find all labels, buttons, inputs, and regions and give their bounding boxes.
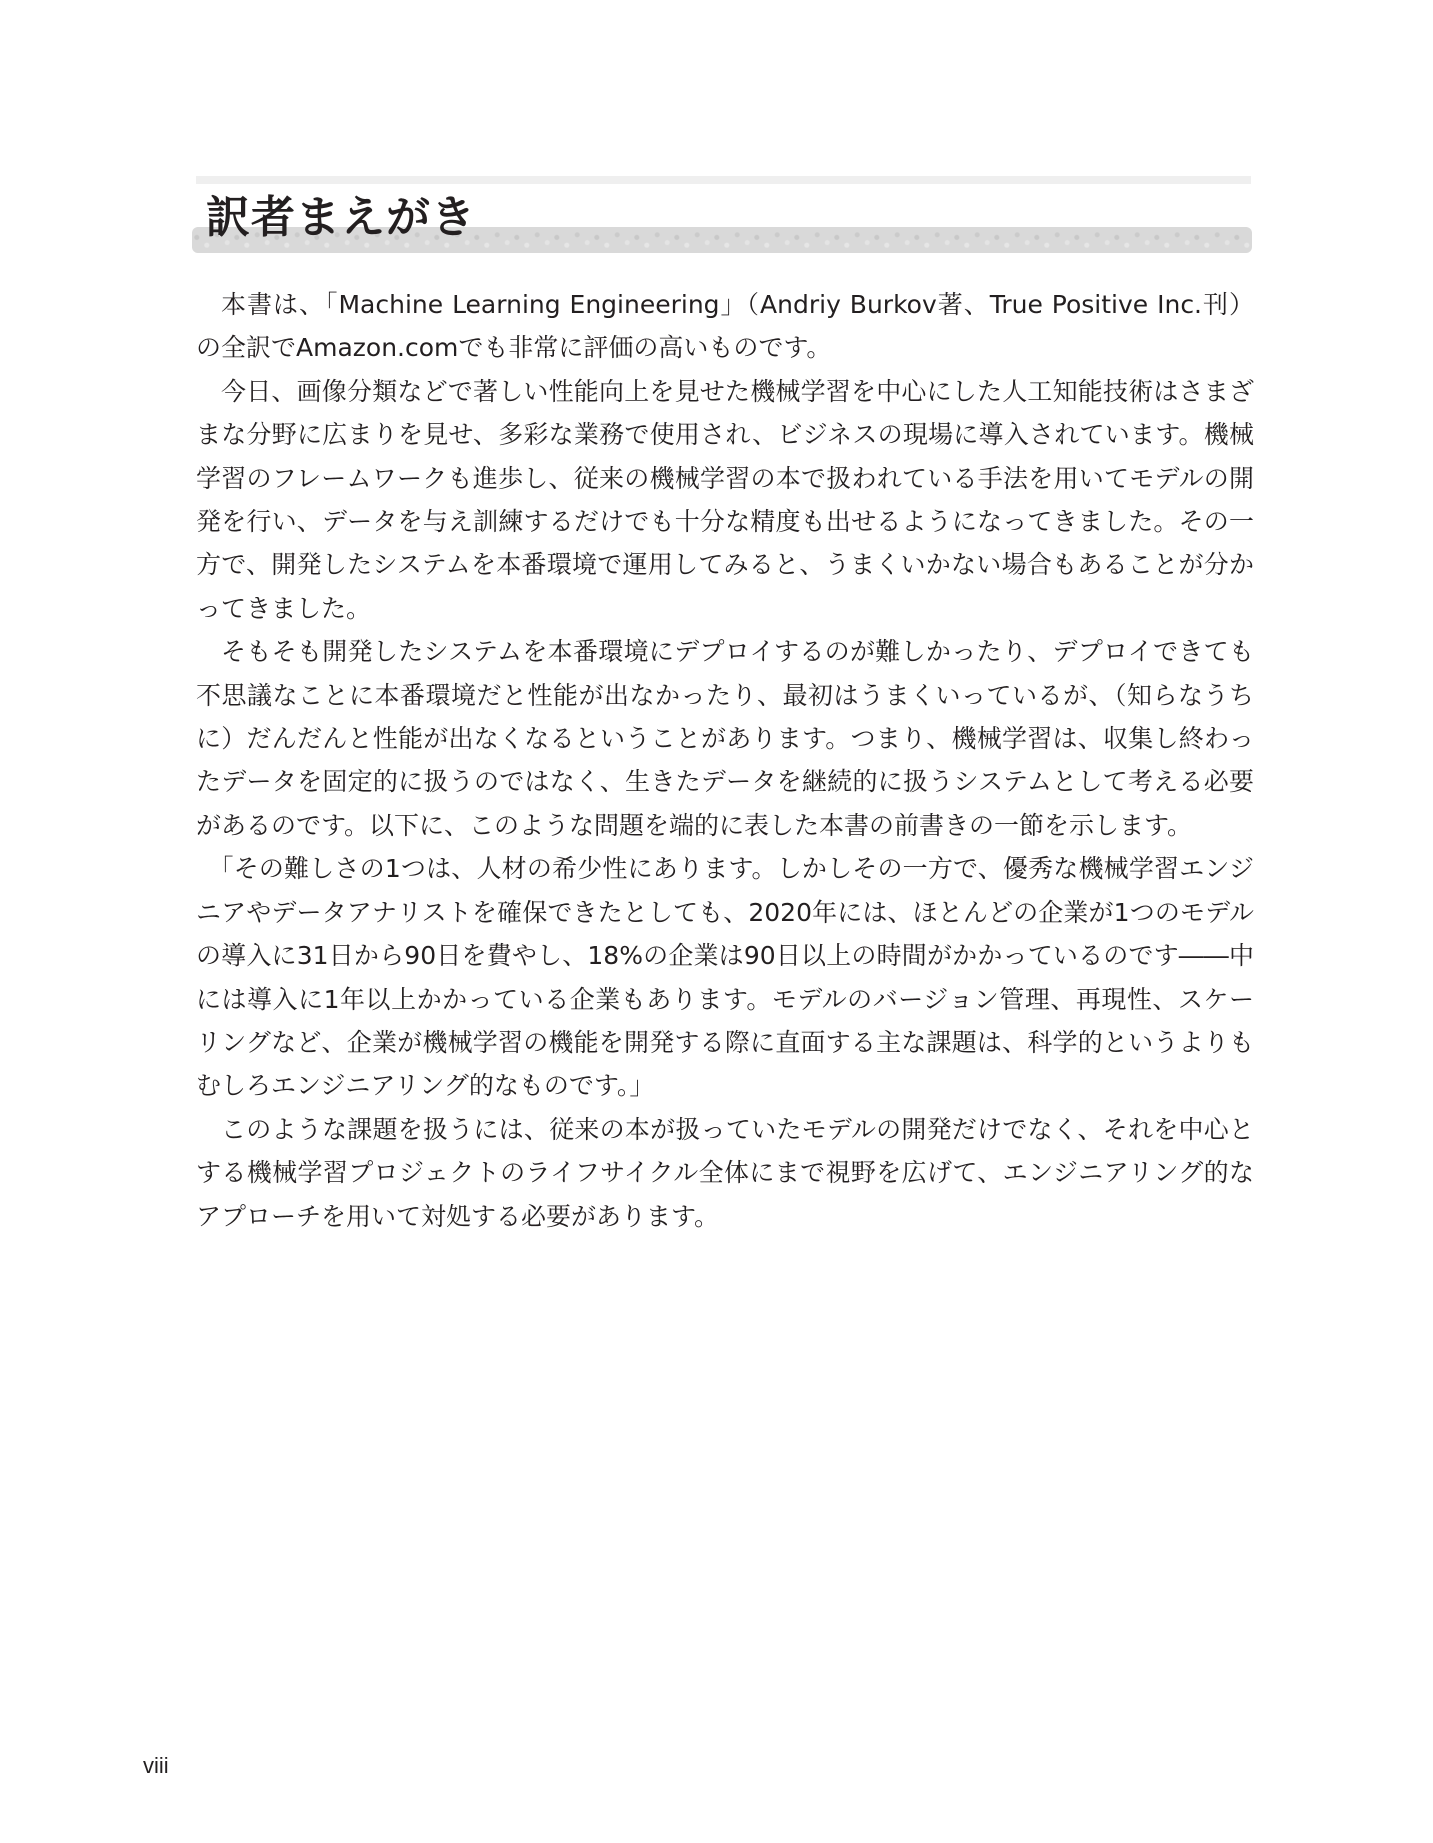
body-text — [196, 283, 1254, 1238]
paragraph: 本書は、「Machine Learning Engineering」（Andriy Burkov著、True Positive Inc.刊）の全訳でAmazon.comでも非常に評価の高いものです。 — [196, 290, 1254, 363]
page-number: viii — [143, 1753, 169, 1778]
paragraph: このような課題を扱うには、従来の本が扱っていたモデルの開発だけでなく、それを中心とする機械学習プロジェクトのライフサイクル全体にまで視野を広げて、エンジニアリング的なアプローチを用いて対処する必要があります。 — [196, 1114, 1254, 1231]
page-title: 訳者まえがき — [206, 192, 476, 243]
quote-paragraph: 「その難しさの1つは、人材の希少性にあります。しかしその一方で、優秀な機械学習エンジニアやデータアナリストを確保できたとしても、2020年には、ほとんどの企業が1つのモデルの導入に31日から90日を費やし、18%の企業は90日以上の時間がかかっているのです――中には導入に1年以上かかっている企業もあります。モデルのバージョン管理、再現性、スケーリングなど、企業が機械学習の機能を開発する際に直面する主な課題は、科学的というよりもむしろエンジニアリング的なものです。」 — [196, 854, 1254, 1101]
paragraph: そもそも開発したシステムを本番環境にデプロイするのが難しかったり、デプロイできても不思議なことに本番環境だと性能が出なかったり、最初はうまくいっているが、（知らなうちに）だんだんと性能が出なくなるということがあります。つまり、機械学習は、収集し終わったデータを固定的に扱うのではなく、生きたデータを継続的に扱うシステムとして考える必要があるのです。以下に、このような問題を端的に表した本書の前書きの一節を示します。 — [196, 637, 1254, 840]
paragraph: 今日、画像分類などで著しい性能向上を見せた機械学習を中心にした人工知能技術はさまざまな分野に広まりを見せ、多彩な業務で使用され、ビジネスの現場に導入されています。機械学習のフレームワークも進歩し、従来の機械学習の本で扱われている手法を用いてモデルの開発を行い、データを与え訓練するだけでも十分な精度も出せるようになってきました。その一方で、開発したシステムを本番環境で運用してみると、うまくいかない場合もあることが分かってきました。 — [196, 376, 1254, 623]
top-rule — [196, 176, 1251, 184]
